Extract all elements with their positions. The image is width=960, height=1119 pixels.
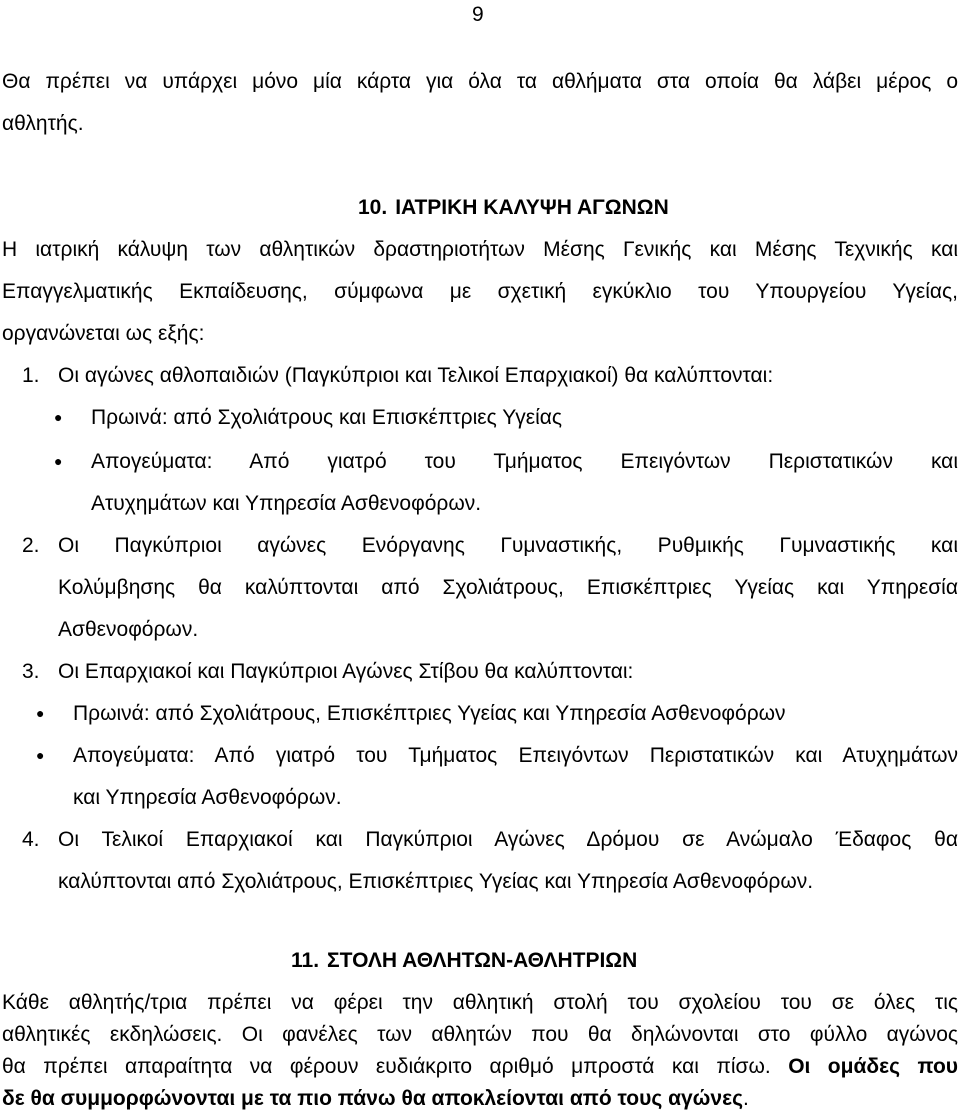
section-10-para-line-2: Επαγγελματικής Εκπαίδευσης, σύμφωνα με σχετική εγκύκλιο του Υπουργείου Υγείας, — [2, 280, 958, 303]
section-11-line-1: Κάθε αθλητής/τρια πρέπει να φέρει την αθλητική στολή του σχολείου του σε όλες τις — [2, 991, 958, 1014]
item-3-bullet-2-line-2: και Υπηρεσία Ασθενοφόρων. — [73, 786, 342, 809]
item-3-text: Οι Επαρχιακοί και Παγκύπριοι Αγώνες Στίβου θα καλύπτονται: — [58, 660, 634, 683]
section-10-para-line-1: Η ιατρική κάλυψη των αθλητικών δραστηριοτήτων Μέσης Γενικής και Μέσης Τεχνικής και — [2, 238, 958, 261]
page-number: 9 — [472, 3, 484, 26]
item-3-number: 3. — [22, 660, 40, 683]
item-1-bullet-2-line-2: Ατυχημάτων και Υπηρεσία Ασθενοφόρων. — [91, 492, 482, 515]
bullet-icon: ● — [36, 705, 45, 721]
bullet-icon: ● — [54, 453, 63, 469]
item-3-bullet-1: Πρωινά: από Σχολιάτρους, Επισκέπτριες Υγείας και Υπηρεσία Ασθενοφόρων — [73, 702, 786, 725]
section-11-number: 11. — [291, 949, 320, 972]
item-4-number: 4. — [22, 828, 40, 851]
item-4-line-1: Οι Τελικοί Επαρχιακοί και Παγκύπριοι Αγώνες Δρόμου σε Ανώμαλο Έδαφος θα — [58, 828, 958, 851]
intro-line-2: αθλητής. — [2, 112, 84, 135]
section-11-line-4-end: . — [743, 1087, 749, 1110]
intro-line-1: Θα πρέπει να υπάρχει μόνο μία κάρτα για όλα τα αθλήματα στα οποία θα λάβει μέρος ο — [2, 70, 958, 93]
item-1-bullet-1: Πρωινά: από Σχολιάτρους και Επισκέπτριες Υγείας — [91, 406, 563, 429]
item-2-line-2: Κολύμβησης θα καλύπτονται από Σχολιάτρους, Επισκέπτριες Υγείας και Υπηρεσία — [58, 576, 958, 599]
bullet-icon: ● — [54, 409, 63, 425]
section-11-line-2: αθλητικές εκδηλώσεις. Οι φανέλες των αθλητών που θα δηλώνονται στο φύλλο αγώνος — [2, 1023, 958, 1046]
item-2-line-3: Ασθενοφόρων. — [58, 618, 199, 641]
item-4-line-2: καλύπτονται από Σχολιάτρους, Επισκέπτριες Υγείας και Υπηρεσία Ασθενοφόρων. — [58, 870, 814, 893]
section-10-para-line-3: οργανώνεται ως εξής: — [2, 322, 205, 345]
section-11-line-4 — [2, 1078, 749, 1119]
section-11-line-4-bold: δε θα συμμορφώνονται με τα πιο πάνω θα αποκλείονται από τους αγώνες — [2, 1087, 743, 1110]
section-11-line-3-bold: Οι ομάδες που — [788, 1055, 958, 1078]
section-11-title: ΣΤΟΛΗ ΑΘΛΗΤΩΝ-ΑΘΛΗΤΡΙΩΝ — [327, 949, 638, 972]
section-10-number: 10. — [358, 196, 388, 219]
item-1-number: 1. — [22, 364, 40, 387]
bullet-icon: ● — [36, 747, 45, 763]
section-10-heading — [358, 187, 669, 228]
item-2-line-1: Οι Παγκύπριοι αγώνες Ενόργανης Γυμναστικής, Ρυθμικής Γυμναστικής και — [58, 534, 958, 557]
item-1-text: Οι αγώνες αθλοπαιδιών (Παγκύπριοι και Τελικοί Επαρχιακοί) θα καλύπτονται: — [58, 364, 774, 387]
item-3-bullet-2-line-1: Απογεύματα: Από γιατρό του Τμήματος Επειγόντων Περιστατικών και Ατυχημάτων — [73, 744, 958, 767]
item-1-bullet-2-line-1: Απογεύματα: Από γιατρό του Τμήματος Επειγόντων Περιστατικών και — [91, 450, 958, 473]
section-11-heading — [291, 940, 637, 981]
section-11-line-3-regular: θα πρέπει απαραίτητα να φέρουν ευδιάκριτο αριθμό μπροστά και πίσω. — [2, 1055, 771, 1078]
item-2-number: 2. — [22, 534, 40, 557]
section-10-title: ΙΑΤΡΙΚΗ ΚΑΛΥΨΗ ΑΓΩΝΩΝ — [395, 196, 669, 219]
